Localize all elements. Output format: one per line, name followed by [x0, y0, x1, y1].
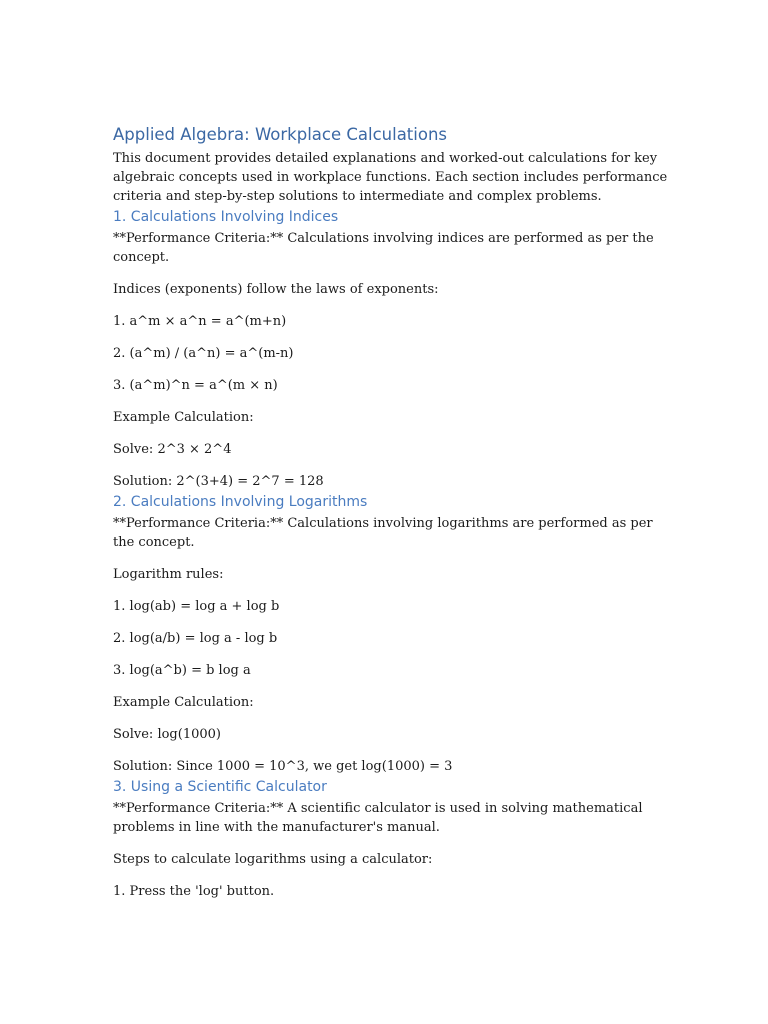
paragraph: Solve: 2^3 × 2^4: [113, 442, 232, 457]
list-item: 2. (a^m) / (a^n) = a^(m-n): [113, 346, 294, 361]
list-item: 1. Press the 'log' button.: [113, 884, 275, 899]
paragraph: **Performance Criteria:** Calculations involving indices are performed as per the concept.: [113, 231, 654, 265]
paragraph: Example Calculation:: [113, 695, 254, 710]
paragraph: Logarithm rules:: [113, 567, 224, 582]
document-title: Applied Algebra: Workplace Calculations: [113, 125, 448, 144]
paragraph: Solution: 2^(3+4) = 2^7 = 128: [113, 474, 324, 489]
document-page: [113, 124, 673, 901]
list-item: 1. log(ab) = log a + log b: [113, 599, 280, 614]
section-heading-indices: 1. Calculations Involving Indices: [113, 209, 339, 225]
list-item: 3. (a^m)^n = a^(m × n): [113, 378, 278, 393]
list-item: 1. a^m × a^n = a^(m+n): [113, 314, 287, 329]
paragraph: Solve: log(1000): [113, 727, 221, 742]
paragraph: **Performance Criteria:** Calculations involving logarithms are performed as per the concept.: [113, 516, 653, 550]
paragraph: **Performance Criteria:** A scientific calculator is used in solving mathematical problems in line with the manufacturer's manual.: [113, 801, 643, 835]
paragraph: Indices (exponents) follow the laws of exponents:: [113, 282, 439, 297]
intro-paragraph: This document provides detailed explanations and worked-out calculations for key algebraic concepts used in workplace functions. Each section includes performance criteria and step-by-step solutions to intermediate and complex problems.: [113, 151, 668, 204]
paragraph: Solution: Since 1000 = 10^3, we get log(1000) = 3: [113, 759, 453, 774]
list-item: 3. log(a^b) = b log a: [113, 663, 251, 678]
section-heading-calculator: 3. Using a Scientific Calculator: [113, 779, 327, 795]
paragraph: Steps to calculate logarithms using a calculator:: [113, 852, 433, 867]
paragraph: Example Calculation:: [113, 410, 254, 425]
section-heading-logarithms: 2. Calculations Involving Logarithms: [113, 494, 368, 510]
list-item: 2. log(a/b) = log a - log b: [113, 631, 278, 646]
